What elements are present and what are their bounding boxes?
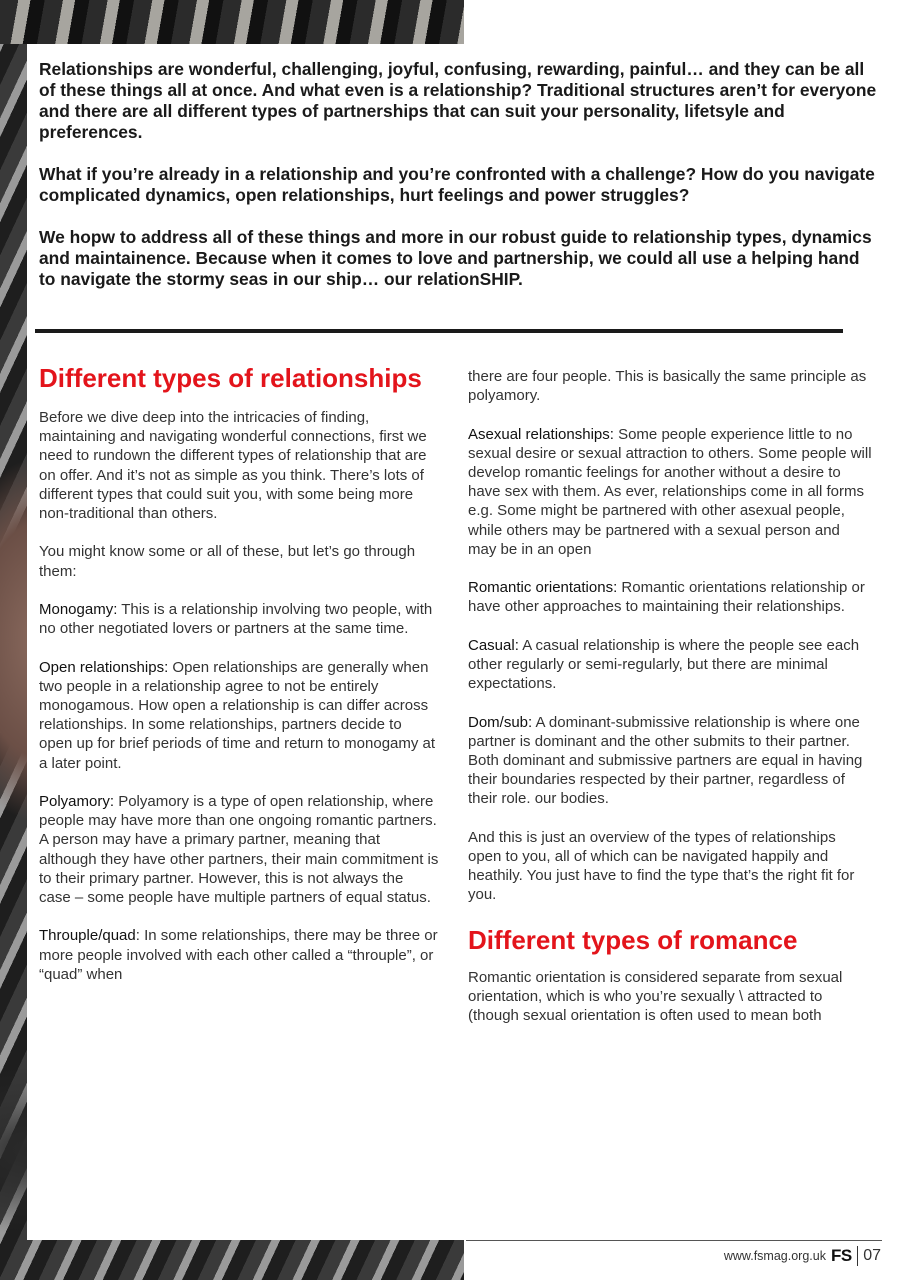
term: Throuple/quad [39,927,136,945]
intro [39,59,879,311]
paragraph: You might know some or all of these, but let’s go through them: [39,543,416,580]
definition: Some people experience little to no sexual desire or sexual attraction to others. Some people will develop romantic feelings for another without a desire to have sex with them. As ever, relationships come in all forms e.g. Some might be partnered with other asexual people, while others may be partnered with a sexual person and may be in an open [468,425,872,558]
definition: Polyamory is a type of open relationship, where people may have more than one ongoing romantic partners. A person may have a primary partner, meaning that although they have other partners, their main commitment is to their primary partner. However, this is not always the case – some people have multiple partners of equal status. [39,793,439,907]
definition: : In some relationships, there may be three or more people involved with each other called a “throuple”, or “quad” when [39,927,438,983]
term: Polyamory: [39,793,115,810]
definition: A casual relationship is where the people see each other regularly or semi-regularly, but there are minimal expectations. [468,636,860,693]
definition-throuple [39,926,439,984]
section-heading: Different types of romance [468,924,798,955]
page-separator [857,1246,859,1266]
definition-open [39,658,439,773]
intro-paragraph: We hopw to address all of these things and more in our robust guide to relationship types, dynamics and maintainence. Because when it comes to love and partnership, we could all use a helping hand to navigate the stormy seas in our ship… our relationSHIP. [39,227,872,289]
term: Romantic orientations: [468,579,618,597]
definition: A dominant-submissive relationship is where one partner is dominant and the other submits to their partner. Both dominant and submissive partners are equal in having their boundaries respected by their partner, regardless of their role. our bodies. [468,713,863,808]
definition-polyamory [39,792,439,907]
definition: This is a relationship involving two people, with no other negotiated lovers or partners at the same time. [39,601,433,638]
page-margin [464,0,921,44]
paragraph: Before we dive deep into the intricacies of finding, maintaining and navigating wonderful connections, first we need to rundown the different types of relationship that are on offer. And it’s not as simple as you think. There’s lots of different types that could suit you, with some being more non-traditional than others. [39,409,427,523]
definition: Open relationships are generally when two people in a relationship agree to not be entirely monogamous. How open a relationship is can differ across relationships. In some relationships, partners decide to open up for brief periods of time and return to monogamy at a later point. [39,658,436,772]
section-heading: Different types of relationships [39,363,422,393]
definition-romantic [468,578,872,616]
term: Open relationships: [39,658,169,676]
left-column [39,362,439,1003]
intro-paragraph: Relationships are wonderful, challenging, joyful, confusing, rewarding, painful… and they can be all of these things all at once. And what even is a relationship? Traditional structures aren’t for everyone and there are all different types of partnerships that can suit your personality, lifetsyle and preferences. [39,59,877,142]
fs-logo: FS [830,1246,852,1265]
footer-divider [466,1240,882,1241]
definition-asexual [468,425,872,559]
page-number: 07 [863,1247,881,1264]
definition-monogamy [39,600,439,638]
intro-paragraph: What if you’re already in a relationship and you’re confronted with a challenge? How do you navigate complicated dynamics, open relationships, hurt feelings and power struggles? [39,164,875,205]
website-link[interactable]: www.fsmag.org.uk [723,1249,826,1263]
definition: Romantic orientations relationship or have other approaches to maintaining their relationships. [468,579,865,616]
section-divider [35,329,843,333]
definition-casual [468,636,872,694]
term: Dom/sub: [468,713,533,731]
term: Casual: [468,636,519,654]
page-footer [724,1244,881,1268]
right-column [468,367,872,1045]
term: Monogamy: [39,601,118,618]
paragraph: there are four people. This is basically the same principle as polyamory. [468,368,867,405]
term: Asexual relationships: [468,425,614,443]
paragraph: Romantic orientation is considered separate from sexual orientation, which is who you’re sexually \ attracted to (though sexual orientation is often used to mean both [468,968,843,1025]
paragraph: And this is just an overview of the types of relationships open to you, all of which can be navigated happily and heathily. You just have to find the type that’s the right fit for you. [468,828,855,904]
definition-domsub [468,713,872,809]
